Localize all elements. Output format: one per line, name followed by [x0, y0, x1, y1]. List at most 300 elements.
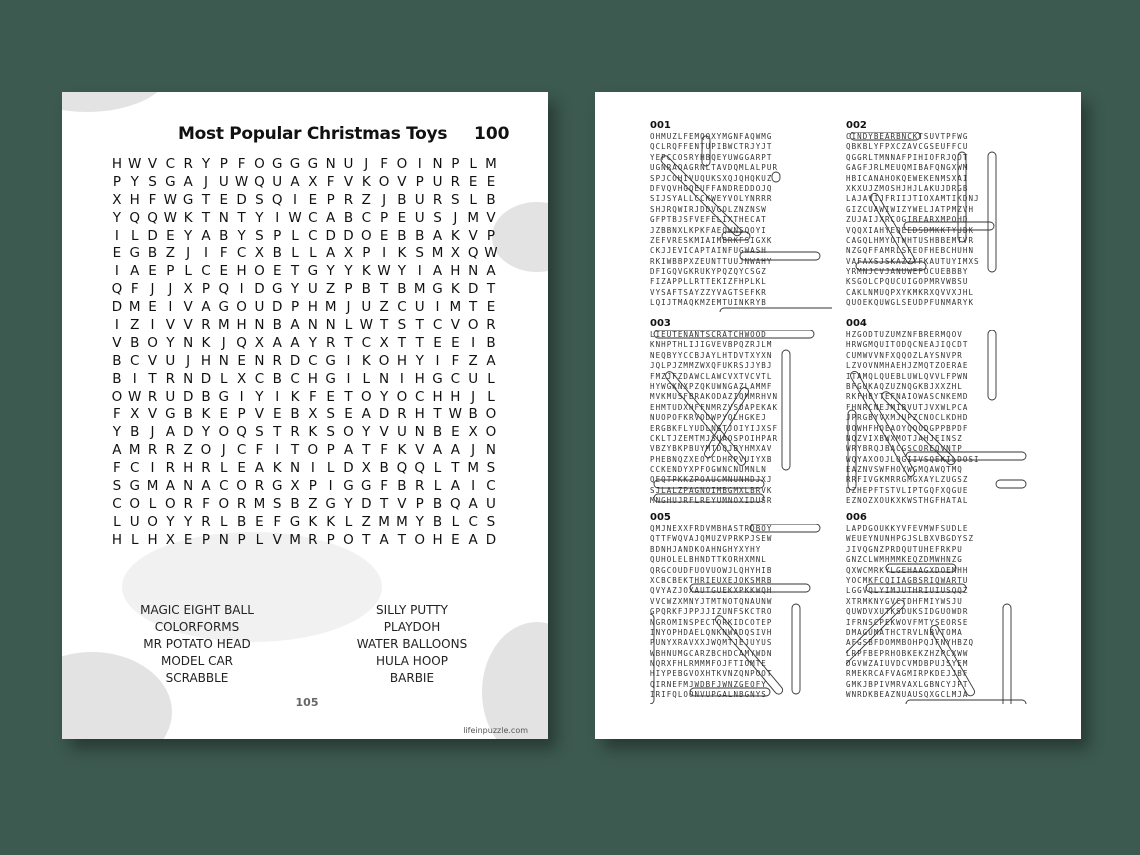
grid-letter: G [218, 299, 230, 316]
grid-letter: K [272, 460, 282, 477]
grid-letter: O [129, 495, 141, 512]
grid-letter: F [237, 156, 246, 172]
grid-letter: X [254, 245, 265, 262]
solution-grid-row: IFRNSCPEKWOVFMTYSEORSE [846, 617, 969, 627]
solution-highlight-ovals [846, 132, 1028, 312]
grid-row [108, 424, 500, 442]
grid-letter: Y [362, 424, 371, 441]
grid-letter: T [344, 334, 353, 351]
solution-grid-row: IRIFQLOONVUPGALNBGNYS [650, 690, 767, 700]
grid-letter: O [378, 352, 390, 369]
grid-letter: N [307, 317, 318, 334]
grid-letter: B [130, 334, 140, 351]
grid-letter: T [201, 209, 211, 226]
grid-letter: I [114, 263, 119, 280]
solution-grid-row: RKIWBBPXZEUNTTUUJNWAHY [650, 256, 773, 266]
solution-grid-row: SJLALZPAGNOIMBGMXLBRVK [650, 485, 773, 495]
grid-letter: J [203, 173, 208, 190]
grid-letter: A [432, 263, 443, 280]
grid-letter: H [147, 531, 158, 548]
grid-letter: J [471, 388, 476, 405]
grid-letter: K [201, 406, 211, 423]
grid-letter: E [451, 334, 460, 351]
grid-letter: S [451, 191, 460, 208]
solution-grid-001 [650, 120, 832, 309]
grid-letter: B [272, 245, 282, 262]
solution-grid-row: OHMUZLFEMQOXYMGNFAQWMG [650, 132, 773, 141]
grid-letter: X [343, 245, 354, 262]
grid-letter: K [450, 227, 460, 244]
grid-letter: L [344, 513, 353, 530]
grid-letter: F [113, 406, 121, 423]
grid-letter: Z [468, 352, 478, 369]
grid-letter: Q [236, 424, 247, 441]
grid-letter: Y [130, 173, 139, 190]
grid-letter: E [397, 209, 407, 226]
solution-grid-row: FHNRCNEJMIBVUTJVXWLPCA [846, 402, 969, 412]
grid-letter: S [326, 406, 335, 423]
grid-letter: B [361, 281, 371, 298]
solution-grid-row: FIZAPPLLRTTEKIZFHPLKL [650, 277, 767, 287]
grid-letter: L [309, 245, 317, 262]
grid-letter: O [343, 531, 354, 548]
grid-letter: B [486, 334, 496, 351]
grid-letter: I [168, 299, 173, 316]
grid-letter: I [471, 478, 476, 495]
grid-letter: N [183, 334, 194, 351]
grid-letter: V [379, 424, 389, 441]
grid-letter: G [432, 370, 443, 387]
grid-letter: M [449, 299, 462, 316]
solution-grid-row: CCKENDYXPFOGWNCNUMNLN [650, 465, 767, 475]
grid-letter: Q [111, 281, 123, 298]
grid-letter: G [361, 478, 372, 495]
grid-letter: U [307, 281, 318, 298]
grid-letter: K [361, 263, 371, 280]
grid-letter: D [272, 299, 283, 316]
grid-letter: N [468, 263, 479, 280]
solution-grid-row: ZUJAIJXRCOGIBEARXMPOHD [846, 215, 969, 225]
solution-grid-row: DGVWZAIUVDCVMDBPUJSYEM [846, 659, 969, 669]
grid-letter: T [290, 263, 300, 280]
grid-letter: N [254, 352, 265, 369]
grid-letter: D [182, 424, 194, 441]
grid-letter: C [165, 156, 176, 172]
grid-letter: N [485, 442, 497, 459]
grid-letter: R [432, 191, 443, 208]
grid-row [108, 389, 500, 407]
grid-letter: O [485, 424, 497, 441]
grid-letter: P [112, 173, 121, 190]
grid-letter: R [397, 406, 407, 423]
grid-letter: A [361, 406, 371, 423]
grid-letter: Z [165, 245, 175, 262]
solution-oval [792, 604, 800, 694]
grid-letter: Q [414, 460, 426, 477]
grid-letter: Z [361, 191, 371, 208]
grid-letter: C [468, 513, 478, 530]
grid-letter: P [237, 531, 246, 548]
grid-letter: L [344, 317, 353, 334]
grid-letter: V [486, 209, 496, 226]
grid-letter: X [361, 460, 371, 477]
grid-letter: F [202, 495, 210, 512]
grid-letter: U [486, 495, 496, 512]
grid-letter: B [112, 352, 122, 369]
grid-letter: T [415, 334, 424, 351]
solution-grid-row: GNZCLWMHMMKEQZDMWHNZG [846, 555, 963, 565]
grid-letter: I [328, 478, 333, 495]
grid-letter: P [380, 209, 389, 226]
grid-letter: L [487, 370, 495, 387]
grid-letter: A [468, 531, 478, 548]
grid-letter: M [485, 156, 497, 172]
grid-letter: U [254, 299, 265, 316]
grid-letter: H [307, 299, 318, 316]
grid-letter: E [219, 191, 229, 208]
grid-letter: I [435, 352, 440, 369]
solution-grid-row: RRFIVGKMRRGMGXAYLZUGSZ [846, 475, 969, 485]
grid-letter: D [254, 281, 265, 298]
grid-letter: O [307, 442, 319, 459]
solution-grid-row: DMAGUMATHCTRVLNBVTOMA [846, 627, 963, 637]
grid-letter: I [417, 263, 422, 280]
solution-grid-row: WEUEYNUNHPGJSLBXVBGDYSZ [846, 534, 975, 544]
grid-letter: E [237, 352, 246, 369]
grid-letter: E [486, 299, 496, 316]
grid-letter: C [415, 388, 425, 405]
grid-letter: O [360, 388, 372, 405]
grid-letter: O [396, 156, 408, 172]
solution-grid-row: HYWGKNXPZQKUWNGAZLAMMF [650, 381, 773, 391]
grid-letter: N [414, 424, 425, 441]
grid-letter: G [289, 156, 301, 172]
grid-letter: A [254, 460, 265, 477]
grid-letter: H [414, 370, 425, 387]
grid-letter: Q [218, 281, 230, 298]
grid-letter: P [290, 299, 300, 316]
grid-letter: R [254, 478, 265, 495]
solution-grid-row: NUOPOFKRVODWPYQLHGKEJ [650, 413, 767, 423]
solution-grid-row: KSGOLCPQUCUIGOPMRVWBSU [846, 277, 969, 287]
grid-letter: T [486, 281, 496, 298]
puzzle-title: Most Popular Christmas Toys [178, 124, 448, 144]
solution-grid-row: GMKJBPIVMRVAXLGBNCYJPT [846, 679, 969, 689]
grid-letter: Q [254, 173, 265, 190]
grid-letter: A [326, 245, 336, 262]
grid-letter: N [325, 156, 336, 172]
grid-letter: V [397, 173, 407, 190]
grid-letter: R [308, 531, 318, 548]
grid-letter: H [111, 156, 122, 172]
solution-grid-label: 005 [650, 512, 671, 523]
solution-grid-row: WRYBRQJBACGSCOREQVNTP [846, 444, 963, 454]
grid-letter: L [130, 531, 139, 548]
grid-letter: O [254, 263, 265, 280]
grid-row [108, 210, 500, 228]
solution-grid-row: SPJCOHIVUQUKSXQJQHQKUZ [650, 173, 773, 183]
grid-letter: N [183, 478, 194, 495]
solution-oval [1003, 604, 1011, 704]
grid-letter: L [184, 263, 192, 280]
grid-letter: A [432, 227, 443, 244]
grid-letter: F [273, 513, 282, 530]
solution-grid-row: XCBCBEKTHRIEUXEJOKSMRB [650, 575, 773, 585]
grid-letter: T [273, 424, 282, 441]
grid-letter: O [236, 299, 247, 316]
solution-grid-row: QUHOLELBHNDTTKORHXMNL [650, 555, 767, 565]
word-list-column-2 [337, 602, 487, 687]
grid-letter: V [343, 173, 354, 190]
grid-letter: I [471, 334, 476, 351]
grid-letter: D [467, 281, 479, 298]
grid-letter: Q [129, 209, 141, 226]
decorative-blob [62, 92, 172, 112]
grid-letter: F [380, 442, 388, 459]
grid-row [108, 228, 500, 246]
grid-letter: I [382, 245, 387, 262]
solution-grid-row: HZGODTUZUMZNFBRERMQOV [846, 330, 963, 339]
grid-letter: G [343, 478, 354, 495]
solution-grid-row: BFGUKAQZUZNQGKBJXXZHL [846, 381, 963, 391]
grid-letter: K [308, 513, 318, 530]
grid-letter: D [182, 388, 194, 405]
grid-letter: V [165, 317, 175, 334]
grid-letter: B [147, 245, 158, 262]
grid-letter: Y [201, 424, 211, 441]
grid-letter: I [203, 245, 208, 262]
grid-letter: G [182, 191, 194, 208]
grid-letter: N [254, 317, 265, 334]
grid-letter: R [165, 460, 176, 477]
grid-letter: B [130, 424, 140, 441]
grid-letter: N [325, 317, 336, 334]
grid-letter: I [346, 352, 351, 369]
grid-letter: C [486, 478, 496, 495]
grid-letter: W [484, 245, 498, 262]
grid-letter: S [486, 513, 496, 530]
solution-grid-row: NQRXFHLRMMMFOJFTIOMTE [650, 659, 767, 669]
solution-oval [750, 524, 820, 532]
grid-letter: B [379, 460, 389, 477]
grid-letter: H [432, 531, 443, 548]
grid-letter: K [361, 173, 371, 190]
grid-letter: R [183, 156, 193, 172]
solution-grid-row: CKJJEVICAPTAINFUGWASH [650, 246, 767, 256]
grid-letter: Y [415, 513, 424, 530]
solution-grid-row: FMZJFZDAWCLAWCVXTVCVTL [650, 371, 773, 381]
solution-grid-row: VAFAXSJSKAZZYFKAUTUYIMXS [846, 256, 980, 266]
grid-letter: E [468, 173, 478, 190]
grid-letter: I [417, 156, 422, 172]
grid-letter: M [146, 478, 159, 495]
grid-letter: L [433, 460, 442, 477]
grid-letter: C [219, 478, 229, 495]
solution-grid-row: CUMWVVNFXQQOZLAYSNVPR [846, 350, 963, 360]
solution-grid-row: JPRGBYVXMJUPZCNOCLKDHD [846, 413, 969, 423]
grid-letter: M [128, 442, 141, 459]
grid-letter: E [272, 406, 282, 423]
solution-oval [906, 452, 1026, 460]
grid-letter: B [415, 227, 425, 244]
grid-letter: S [433, 209, 442, 226]
grid-letter: W [163, 209, 178, 226]
solution-oval [850, 132, 920, 140]
grid-letter: A [201, 227, 211, 244]
grid-letter: R [165, 442, 176, 459]
grid-letter: B [236, 513, 247, 530]
grid-row [108, 174, 500, 192]
grid-letter: O [467, 317, 479, 334]
grid-letter: D [200, 370, 212, 387]
solution-oval [988, 152, 996, 272]
grid-letter: E [255, 513, 264, 530]
grid-letter: J [150, 424, 155, 441]
grid-letter: C [236, 442, 247, 459]
grid-letter: I [150, 317, 155, 334]
grid-letter: I [114, 227, 119, 244]
grid-letter: F [113, 460, 121, 477]
grid-letter: M [431, 245, 444, 262]
grid-letter: K [183, 209, 193, 226]
solution-grid-row: LRPFBEPRHOBKEKZHZPCXWW [846, 648, 969, 658]
grid-letter: Y [379, 388, 389, 405]
grid-letter: L [487, 388, 495, 405]
grid-letter: G [271, 281, 283, 298]
grid-letter: Y [112, 209, 122, 226]
solution-grid-row: LGGVQLYIMJUTHRIUIUSQQZ [846, 586, 969, 596]
grid-letter: P [415, 495, 424, 512]
grid-letter: R [201, 513, 211, 530]
grid-letter: H [450, 388, 461, 405]
grid-letter: P [326, 442, 335, 459]
grid-letter: D [343, 460, 354, 477]
grid-letter: D [289, 352, 301, 369]
grid-letter: E [148, 299, 157, 316]
grid-letter: U [272, 173, 283, 190]
grid-letter: C [130, 460, 140, 477]
solution-grid-row: WNRDKBEAZNUAUSQXGCLMJA [846, 690, 969, 700]
solution-grid-row: WQYAXOOJLOGIIVSQEKILDOSI [846, 454, 980, 464]
solution-grid-row: HIYPEBGVOXHTKVNZQNPOOT [650, 669, 773, 679]
grid-letter: B [272, 317, 282, 334]
solution-grid-004 [846, 318, 1028, 507]
grid-row [108, 371, 500, 389]
grid-letter: T [148, 370, 157, 387]
solution-grid-row: DFIGQVGKRUKYPQZQYCSGZ [650, 267, 767, 277]
grid-letter: N [289, 460, 301, 477]
grid-letter: O [236, 478, 247, 495]
grid-letter: S [486, 460, 496, 477]
grid-letter: L [220, 370, 228, 387]
grid-letter: U [165, 388, 176, 405]
solution-grid-row: CAGQLHMYOTWHTUSHBBEMTVR [846, 235, 975, 245]
solution-grid-row: VBZYBKPBUYMTDQJBYHMXAV [650, 444, 773, 454]
grid-letter: T [379, 495, 389, 512]
grid-letter: V [254, 406, 265, 423]
grid-letter: G [165, 173, 176, 190]
grid-letter: V [450, 317, 460, 334]
page-number: 105 [295, 696, 319, 709]
solution-highlight-ovals [846, 524, 1028, 704]
grid-letter: E [272, 263, 282, 280]
word-list-item: HULA HOOP [376, 654, 448, 668]
grid-letter: C [397, 299, 407, 316]
grid-letter: Z [183, 442, 193, 459]
grid-letter: Y [237, 227, 246, 244]
grid-letter: N [432, 156, 443, 172]
grid-letter: Y [166, 334, 175, 351]
solution-grid-row: NGROMINSPECTORKIDCOTEP [650, 617, 773, 627]
grid-letter: R [450, 173, 461, 190]
solution-grid-row: QRGCOUDFUOVUOWJLQHYHIB [650, 565, 773, 575]
grid-letter: E [344, 406, 353, 423]
grid-letter: E [219, 406, 229, 423]
grid-row [108, 156, 500, 174]
word-list-item: MODEL CAR [160, 654, 234, 668]
puzzle-number: 100 [474, 124, 510, 144]
grid-letter: D [343, 227, 354, 244]
grid-letter: P [237, 406, 246, 423]
grid-letter: J [453, 209, 458, 226]
grid-letter: R [290, 424, 300, 441]
grid-letter: Q [147, 209, 158, 226]
word-list-item: PLAYDOH [383, 620, 441, 634]
grid-letter: A [432, 442, 443, 459]
grid-letter: E [326, 388, 335, 405]
grid-letter: O [343, 424, 354, 441]
grid-letter: N [379, 370, 390, 387]
grid-letter: O [485, 406, 497, 423]
grid-letter: B [486, 191, 496, 208]
solution-grid-row: LAPDGOUKKYVFEVMWFSUDLE [846, 524, 969, 533]
grid-row [108, 335, 500, 353]
grid-letter: A [326, 209, 336, 226]
grid-letter: B [219, 227, 229, 244]
grid-row [108, 317, 500, 335]
grid-letter: Y [184, 227, 193, 244]
grid-row [108, 406, 500, 424]
solution-grid-row: MNGHUJRFLREYUMNOXIDUSR [650, 496, 773, 506]
letter-grid [108, 156, 500, 550]
grid-row [108, 281, 500, 299]
solution-grid-row: GFPTBJSFVEFELIXTHECAT [650, 215, 767, 225]
grid-letter: U [165, 352, 176, 369]
grid-letter: Q [467, 245, 479, 262]
solution-grid-label: 004 [846, 318, 867, 329]
grid-letter: K [397, 442, 407, 459]
solution-grid-row: JIVQGNZPRDQUTUHEFRKPU [846, 544, 963, 554]
grid-letter: Z [130, 317, 140, 334]
solution-grid-row: GIZCUAWIWIZYWELJATPMZVH [846, 204, 975, 214]
grid-letter: I [346, 370, 351, 387]
solution-oval [846, 598, 906, 689]
grid-letter: K [290, 388, 300, 405]
grid-letter: J [186, 352, 191, 369]
grid-letter: Q [271, 191, 283, 208]
solution-grid-label: 003 [650, 318, 671, 329]
grid-letter: D [378, 406, 390, 423]
solution-grid-row: JZBBNXLKPKFAEQWNSQOYI [650, 225, 767, 235]
grid-letter: M [128, 299, 141, 316]
solution-highlight-ovals [650, 524, 832, 704]
grid-letter: K [308, 424, 318, 441]
grid-letter: R [201, 460, 211, 477]
grid-letter: E [166, 227, 175, 244]
grid-letter: O [396, 388, 408, 405]
grid-letter: Y [397, 263, 407, 280]
grid-letter: M [378, 513, 390, 530]
